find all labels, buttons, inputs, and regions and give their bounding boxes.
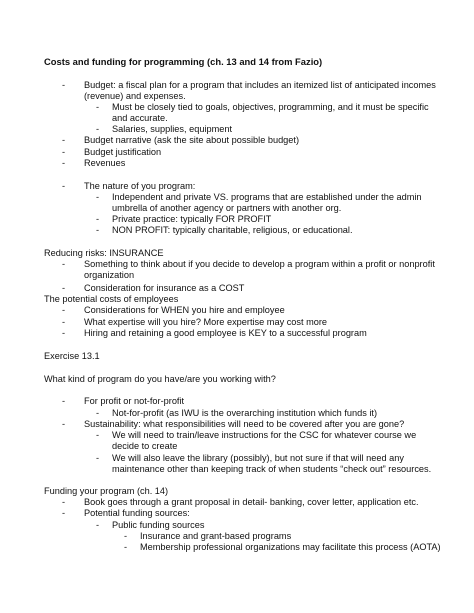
text-line: Something to think about if you decide to develop a program within a profit or nonprofit	[84, 259, 435, 269]
text-line: Potential funding sources:	[84, 508, 190, 518]
text-line: Revenues	[84, 158, 126, 168]
bullet-dash: -	[96, 124, 100, 134]
text-line: and accurate.	[112, 113, 168, 123]
text-line: Exercise 13.1	[44, 351, 100, 361]
text-line: Budget justification	[84, 147, 162, 157]
text-line: (revenue) and expenses.	[84, 91, 186, 101]
bullet-dash: -	[62, 181, 66, 191]
text-line: maintenance other than keeping track of when students “check out” resources.	[112, 464, 432, 474]
bullet-dash: -	[62, 328, 66, 338]
text-line: Salaries, supplies, equipment	[112, 124, 233, 134]
bullet-dash: -	[62, 80, 66, 90]
text-line: Sustainability: what responsibilities will need to be covered after you are gone?	[84, 419, 405, 429]
text-line: Membership professional organizations may facilitate this process (AOTA)	[140, 542, 441, 552]
text-line: Budget: a fiscal plan for a program that includes an itemized list of anticipated incomes	[84, 80, 436, 90]
text-line: We will also leave the library (possibly), but not sure if that will need any	[112, 453, 404, 463]
bullet-dash: -	[62, 147, 66, 157]
bullet-dash: -	[62, 259, 66, 269]
bullet-dash: -	[62, 135, 66, 145]
text-line: Consideration for insurance as a COST	[84, 283, 245, 293]
bullet-dash: -	[96, 408, 100, 418]
bullet-dash: -	[96, 520, 100, 530]
text-line: What expertise will you hire? More expertise may cost more	[84, 317, 328, 327]
text-line: The nature of you program:	[84, 181, 196, 191]
text-line: umbrella of another agency or partners with another org.	[112, 203, 342, 213]
text-line: For profit or not-for-profit	[84, 396, 185, 406]
bullet-dash: -	[62, 419, 66, 429]
bullet-dash: -	[96, 453, 100, 463]
bullet-dash: -	[62, 283, 66, 293]
text-line: Funding your program (ch. 14)	[44, 486, 169, 496]
text-line: Not-for-profit (as IWU is the overarching institution which funds it)	[112, 408, 378, 418]
bullet-dash: -	[62, 305, 66, 315]
bullet-dash: -	[96, 214, 100, 224]
bullet-dash: -	[96, 225, 100, 235]
bullet-dash: -	[62, 508, 66, 518]
text-line: organization	[84, 270, 135, 280]
text-line: NON PROFIT: typically charitable, religious, or educational.	[112, 225, 353, 235]
text-line: Insurance and grant-based programs	[140, 531, 292, 541]
text-line: Private practice: typically FOR PROFIT	[112, 214, 272, 224]
bullet-dash: -	[96, 430, 100, 440]
bullet-dash: -	[124, 542, 128, 552]
text-line: Considerations for WHEN you hire and employee	[84, 305, 285, 315]
text-line: Must be closely tied to goals, objectives, programming, and it must be specific	[112, 102, 429, 112]
bullet-dash: -	[96, 102, 100, 112]
text-line: Budget narrative (ask the site about possible budget)	[84, 135, 300, 145]
bullet-dash: -	[62, 158, 66, 168]
document-title: Costs and funding for programming (ch. 13 and 14 from Fazio)	[44, 56, 323, 67]
bullet-dash: -	[96, 192, 100, 202]
text-line: Independent and private VS. programs that are established under the admin	[112, 192, 422, 202]
text-line: decide to create	[112, 441, 178, 451]
text-line: Reducing risks: INSURANCE	[44, 248, 164, 258]
text-line: Public funding sources	[112, 520, 205, 530]
bullet-dash: -	[124, 531, 128, 541]
bullet-dash: -	[62, 396, 66, 406]
bullet-dash: -	[62, 497, 66, 507]
text-line: The potential costs of employees	[44, 294, 179, 304]
text-line: We will need to train/leave instructions for the CSC for whatever course we	[112, 430, 417, 440]
bullet-dash: -	[62, 317, 66, 327]
text-line: What kind of program do you have/are you working with?	[44, 374, 276, 384]
text-line: Book goes through a grant proposal in detail- banking, cover letter, application etc.	[84, 497, 419, 507]
text-line: Hiring and retaining a good employee is KEY to a successful program	[84, 328, 367, 338]
